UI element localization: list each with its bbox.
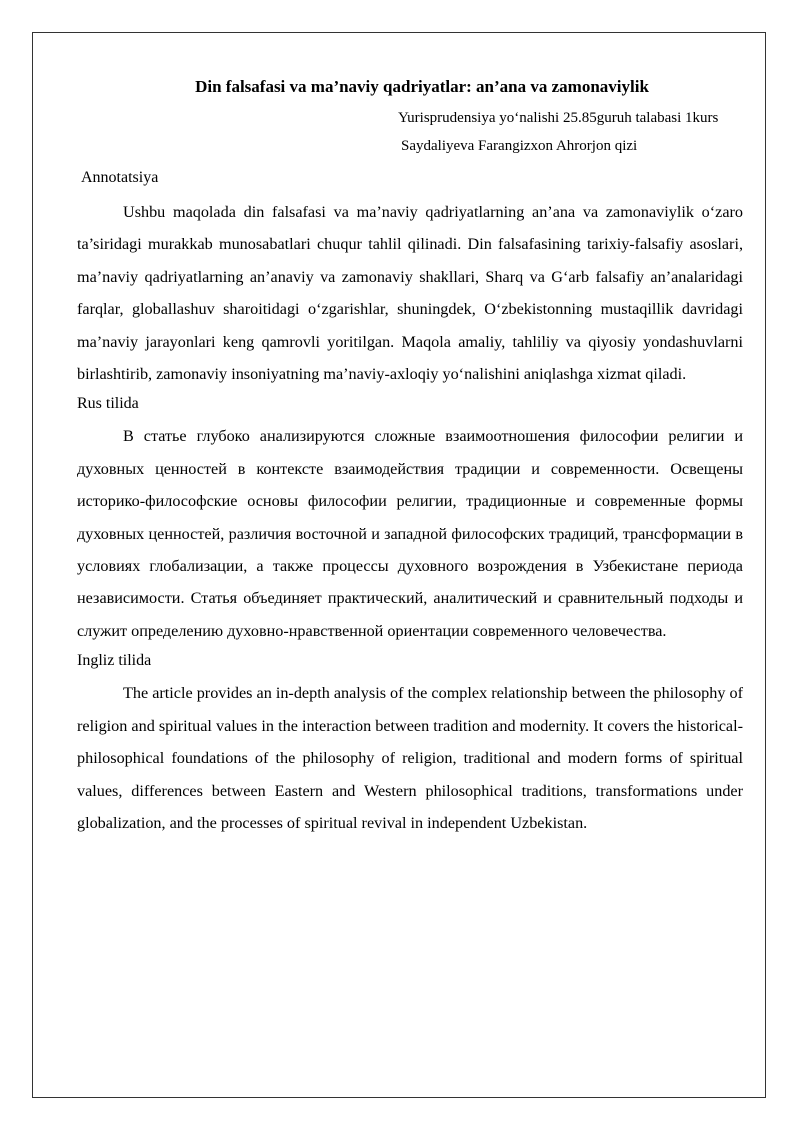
abstract-russian: В статье глубоко анализируются сложные взаимоотношения философии религии и духовных ценностей в контексте взаимодействия традиции и современности. Освещены историко-философские основы философии религии, традиционные и современные формы духовных ценностей, различия восточной и западной философских традиций, трансформации в условиях глобализации, а также процессы духовного возрождения в Узбекистане периода независимости. Статья объединяет практический, аналитический и сравнительный подходы и служит определению духовно-нравственной ориентации современного человечества. — [77, 427, 743, 640]
section-label-annotatsiya: Annotatsiya — [81, 169, 159, 186]
document-body — [77, 74, 743, 839]
author-affiliation: Yurisprudensiya yo‘nalishi 25.85guruh talabasi 1kurs — [398, 110, 719, 126]
document-title: Din falsafasi va ma’naviy qadriyatlar: an’ana va zamonaviylik — [195, 77, 649, 96]
abstract-uzbek: Ushbu maqolada din falsafasi va ma’naviy qadriyatlarning an’ana va zamonaviylik o‘zaro ta’siridagi murakkab munosabatlari chuqur tahlil qilinadi. Din falsafasining tarixiy-falsafiy asoslari, ma’naviy qadriyatlarning an’anaviy va zamonaviy shakllari, Sharq va G‘arb falsafiy an’analaridagi farqlar, globallashuv sharoitidagi o‘zgarishlar, shuningdek, O‘zbekistonning mustaqillik davridagi ma’naviy jarayonlari keng qamrovli yoritilgan. Maqola amaliy, tahliliy va qiyosiy yondashuvlarni birlashtirib, zamonaviy insoniyatning ma’naviy-axloqiy yo‘nalishini aniqlashga xizmat qiladi. — [77, 203, 743, 384]
section-label-russian: Rus tilida — [77, 395, 139, 413]
section-label-english: Ingliz tilida — [77, 652, 152, 670]
abstract-english: The article provides an in-depth analysis of the complex relationship between the philosophy of religion and spiritual values in the interaction between tradition and modernity. It covers the historical-philosophical foundations of the philosophy of religion, traditional and modern forms of spiritual values, differences between Eastern and Western philosophical traditions, transformations under globalization, and the processes of spiritual revival in independent Uzbekistan. — [77, 684, 743, 832]
author-name: Saydaliyeva Farangizxon Ahrorjon qizi — [401, 138, 638, 154]
